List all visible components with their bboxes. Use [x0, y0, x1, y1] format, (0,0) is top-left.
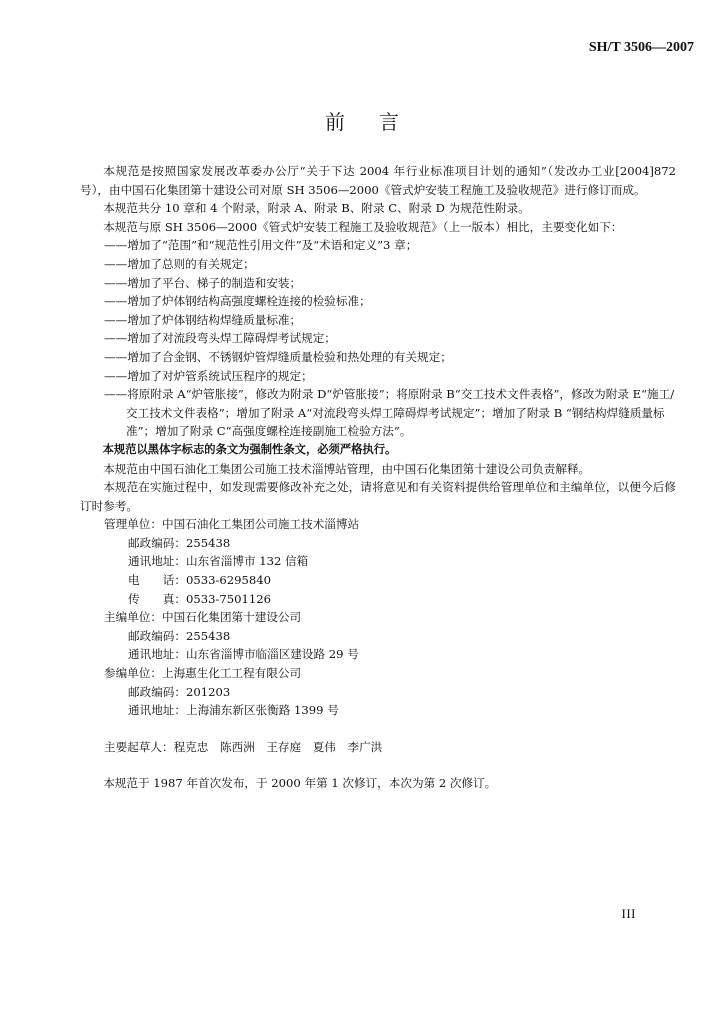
drafters-line: 主要起草人：程克忠 陈西洲 王存庭 夏伟 李广洪	[104, 739, 383, 754]
history-paragraph: 本规范于 1987 年首次发布，于 2000 年第 1 次修订，本次为第 2 次修订。	[103, 776, 497, 791]
manager-unit: 管理单位：中国石油化工集团公司施工技术淄博站	[104, 517, 360, 532]
participant-unit: 参编单位：上海惠生化工工程有限公司	[104, 666, 302, 681]
management-paragraph: 本规范由中国石油化工集团公司施工技术淄博站管理，由中国石化集团第十建设公司负责解释。	[103, 461, 591, 476]
manager-fax: 传 真：0533-7501126	[128, 591, 272, 606]
page-title: 前言	[325, 110, 433, 134]
mandatory-note: 本规范以黑体字标志的条文为强制性条文，必须严格执行。	[102, 442, 397, 456]
std-code: SH/T 3506—2007	[588, 40, 694, 55]
page-number: III	[621, 906, 636, 921]
contact-block-editor	[80, 608, 676, 664]
list-item: ——增加了总则的有关规定；	[104, 256, 255, 271]
list-item: ——将原附录 A“炉管胀接”，修改为附录 D“炉管胀接”；将原附录 B“交工技术文件表格”，修改为附录 E“施工/交工技术文件表格”；增加了附录 A“对流段弯头焊工障碍焊考试规定”；增加了附录 B “钢结构焊缝质量标准”；增加了附录 C“高强度螺栓连接副施工检验方法”。	[104, 387, 675, 439]
participant-postcode: 邮政编码：201203	[128, 684, 231, 699]
spacer	[80, 720, 676, 738]
paragraph-changes-intro: 本规范与原 SH 3506—2000《管式炉安装工程施工及验收规范》（上一版本）相比，主要变化如下：	[103, 219, 623, 234]
contact-block-participant	[80, 664, 676, 720]
spacer	[80, 756, 676, 774]
manager-postcode: 邮政编码：255438	[128, 535, 231, 550]
list-item: ——增加了合金钢、不锈钢炉管焊缝质量检验和热处理的有关规定；	[104, 349, 452, 364]
manager-phone: 电 话：0533-6295840	[128, 573, 272, 588]
list-item: ——增加了炉体钢结构焊缝质量标准；	[104, 312, 302, 327]
participant-address: 通讯地址：上海浦东新区张衡路 1399 号	[128, 703, 339, 718]
editor-unit: 主编单位：中国石化集团第十建设公司	[104, 610, 302, 625]
list-item: ——增加了平台、梯子的制造和安装；	[104, 275, 302, 290]
contact-block-manager	[80, 515, 676, 608]
list-item: ——增加了“范围”和“规范性引用文件”及“术语和定义”3 章；	[104, 238, 418, 253]
editor-postcode: 邮政编码：255438	[128, 628, 231, 643]
document-body	[80, 162, 680, 793]
manager-address: 通讯地址：山东省淄博市 132 信箱	[128, 554, 309, 569]
paragraph-appendix: 本规范共分 10 章和 4 个附录，附录 A、附录 B、附录 C、附录 D 为规范性附录。	[103, 201, 530, 216]
changes-list	[80, 236, 676, 441]
paragraph-intro: 本规范是按照国家发展改革委办公厅“关于下达 2004 年行业标准项目计划的通知”（发改办工业[2004]872 号），由中国石化集团第十建设公司对原 SH 3506—2000《管式炉安装工程施工及验收规范》进行修订而成。	[80, 164, 680, 197]
list-item: ——增加了炉体钢结构高强度螺栓连接的检验标准；	[104, 294, 371, 309]
list-item: ——增加了对流段弯头焊工障碍焊考试规定；	[104, 331, 336, 346]
feedback-paragraph: 本规范在实施过程中，如发现需要修改补充之处，请将意见和有关资料提供给管理单位和主编单位，以便今后修订时参考。	[80, 480, 676, 513]
list-item: ——增加了对炉管系统试压程序的规定；	[104, 368, 313, 383]
editor-address: 通讯地址：山东省淄博市临淄区建设路 29 号	[128, 647, 359, 662]
